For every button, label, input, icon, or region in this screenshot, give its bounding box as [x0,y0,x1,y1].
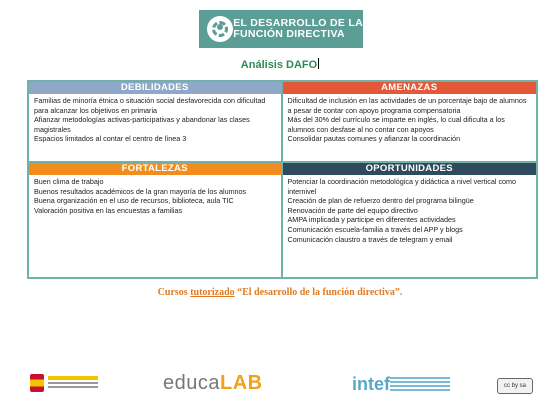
banner-line2: FUNCIÓN DIRECTIVA [233,28,345,40]
list-item: Valoración positiva en las encuestas a familias [34,205,183,215]
oportunidades-header: OPORTUNIDADES [283,163,537,175]
logo-row [0,370,560,400]
debilidades-cell [29,82,283,163]
list-item: Buenos resultados académicos de la gran mayoría de los alumnos [34,186,247,196]
creative-commons-badge: cc by sa [497,378,533,394]
intef-logo: intef [352,374,390,394]
list-item: Dificultad de inclusión en las actividades de un porcentaje bajo de alumnos a pesar de contar con apoyo programa compensatoria [287,96,527,115]
fortalezas-cell [29,163,283,277]
list-item: Espacios limitados al contar el centro de línea 3 [34,134,187,144]
oportunidades-cell [283,163,537,277]
list-item: Consolidar pautas comunes y afianzar la coordinación [287,134,461,144]
banner-line1: EL DESARROLLO DE LA [233,17,363,29]
list-item: Familias de minoría étnica o situación social desfavorecida con dificultad para alcanzar los objetivos en primaria [34,96,266,115]
ministry-logo [30,374,100,394]
debilidades-body [29,94,281,144]
swot-table [27,80,538,279]
course-underlined-word: tutorizado [190,287,235,298]
list-item: Más del 30% del currículo se imparte en inglés, lo cual dificulta a los alumnos con desfase al no contar con apoyos [287,115,505,134]
list-item: AMPA implicada y participe en diferentes actividades [287,215,456,225]
course-rest: “El desarrollo de la función directiva”. [234,287,403,298]
list-item: Buena organización en el uso de recursos, biblioteca, aula TIC [34,196,234,206]
list-item: Renovación de parte del equipo directivo [287,205,418,215]
list-item: Creación de plan de refuerzo dentro del programa bilingüe [287,196,474,206]
amenazas-cell [283,82,537,163]
coat-of-arms-icon [30,374,44,392]
list-item: Afianzar metodologías activas-participativas y abandonar las clases magistrales [34,115,250,134]
text-caret [318,58,319,69]
fortalezas-header: FORTALEZAS [29,163,281,175]
list-item: Comunicación claustro a través de telegram y email [287,234,453,244]
educalab-logo: educaLAB [163,372,263,394]
gear-person-icon [207,16,225,42]
course-prefix: Cursos [157,287,191,298]
banner-title [233,18,363,40]
amenazas-body [283,94,537,144]
course-footer-text [0,287,560,298]
document-title[interactable]: Análisis DAFO [240,59,318,71]
amenazas-header: AMENAZAS [283,82,537,94]
list-item: Potenciar la coordinación metodológica y didáctica a nivel vertical como internivel [287,177,517,196]
intef-subtitle-lines [390,377,450,393]
oportunidades-body [283,175,537,244]
course-banner [199,10,363,48]
list-item: Buen clima de trabajo [34,177,104,186]
debilidades-header: DEBILIDADES [29,82,281,94]
list-item: Comunicación escuela-familia a través del APP y blogs [287,224,463,234]
fortalezas-body [29,175,281,215]
